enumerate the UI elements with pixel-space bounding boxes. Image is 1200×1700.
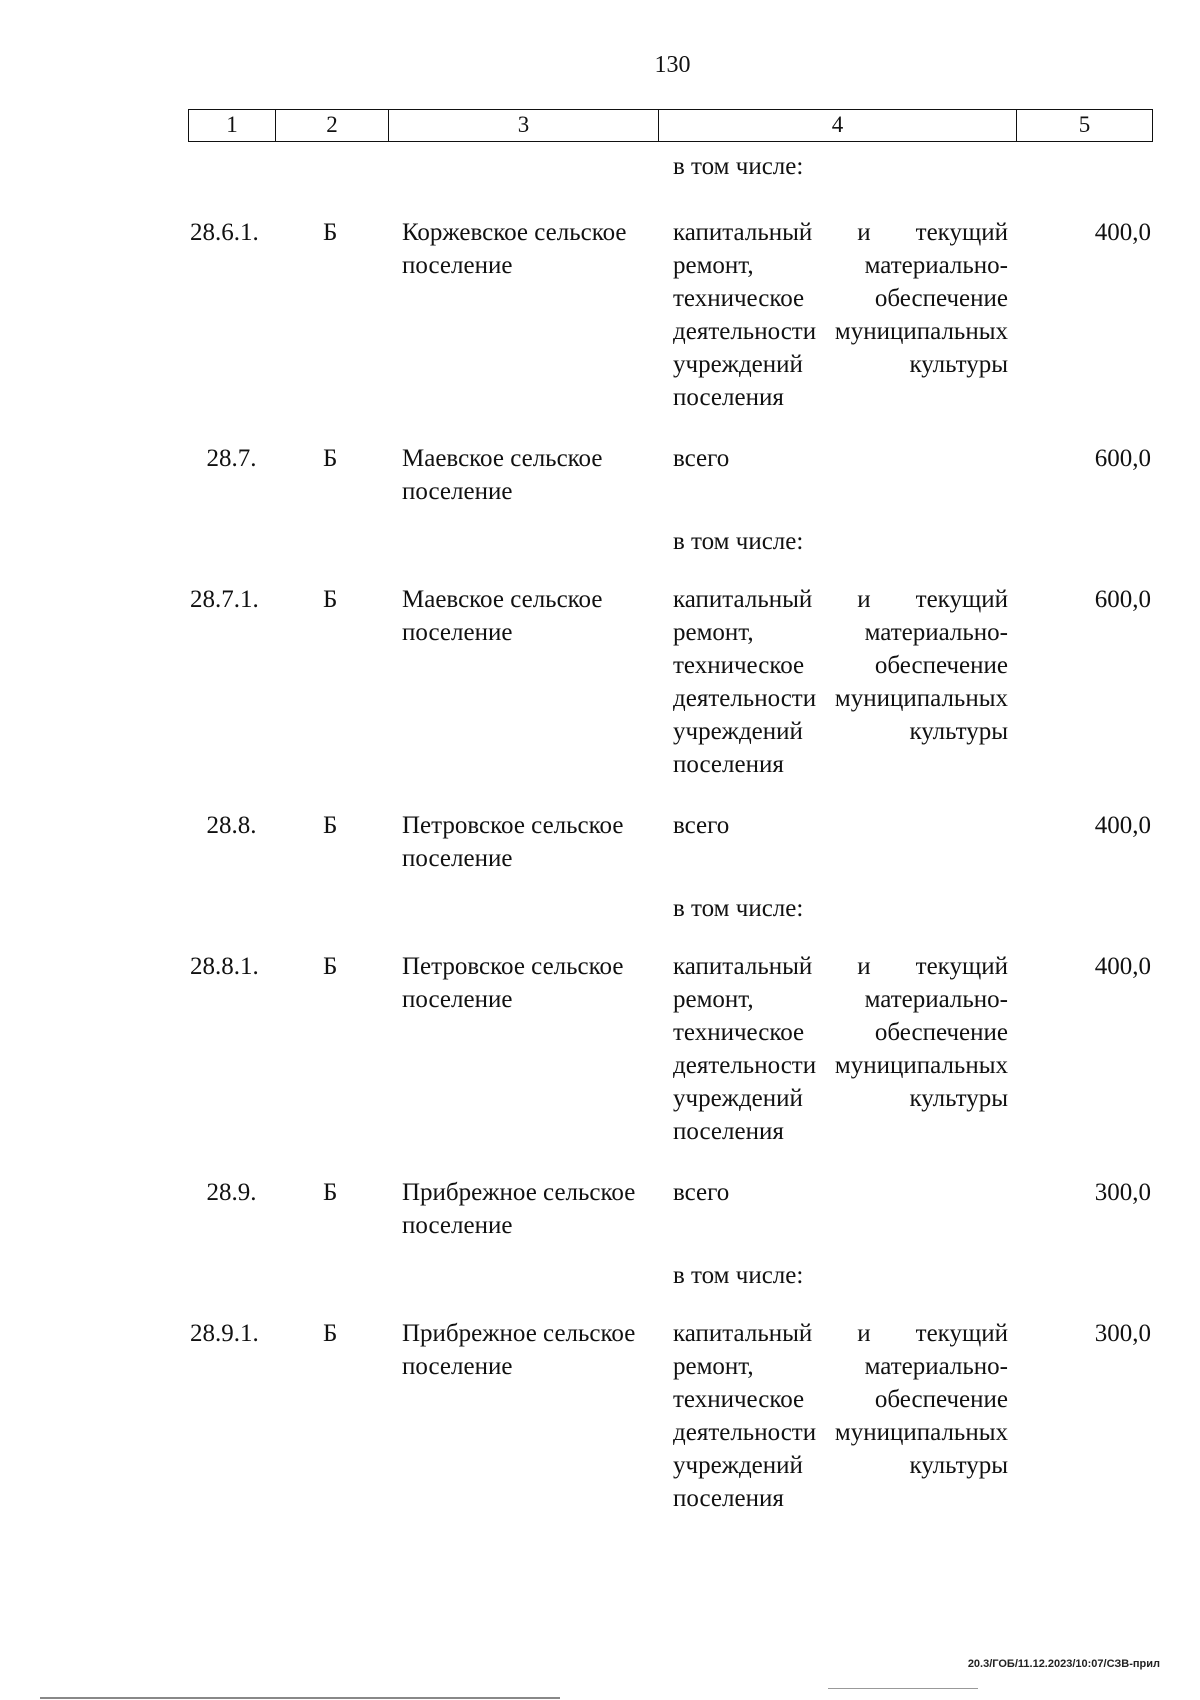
row-description: капитальный и текущий ремонт, материально-техническое обеспечение деятельности муниципальных учреждений культуры поселения	[673, 586, 1008, 778]
row-description: в том числе:	[673, 1262, 804, 1289]
row-description: всего	[673, 812, 730, 839]
row-value: 600,0	[1094, 586, 1151, 613]
row-number: 28.8.	[206, 812, 257, 839]
row-number: 28.8.1.	[190, 953, 259, 980]
header-col-3: 3	[389, 110, 659, 141]
row-letter: Б	[323, 219, 338, 246]
row-description: капитальный и текущий ремонт, материально-техническое обеспечение деятельности муниципальных учреждений культуры поселения	[673, 953, 1008, 1145]
row-number: 28.9.	[206, 1179, 257, 1206]
row-description: в том числе:	[673, 528, 804, 555]
document-code: 20.3/ГОБ/11.12.2023/10:07/СЗВ-прил	[967, 1658, 1160, 1670]
row-description: капитальный и текущий ремонт, материально-техническое обеспечение деятельности муниципальных учреждений культуры поселения	[673, 219, 1008, 411]
footer-rule	[828, 1688, 978, 1689]
row-number: 28.9.1.	[190, 1320, 259, 1347]
row-number: 28.7.1.	[190, 586, 259, 613]
header-col-1: 1	[189, 110, 276, 141]
row-description: всего	[673, 1179, 730, 1206]
row-settlement-name: Маевское сельское поселение	[402, 586, 603, 646]
row-settlement-name: Прибрежное сельское поселение	[402, 1179, 636, 1239]
row-description: в том числе:	[673, 895, 804, 922]
row-value: 600,0	[1094, 445, 1151, 472]
row-letter: Б	[323, 953, 338, 980]
row-settlement-name: Петровское сельское поселение	[402, 953, 624, 1013]
row-settlement-name: Петровское сельское поселение	[402, 812, 624, 872]
row-letter: Б	[323, 1320, 338, 1347]
header-col-2: 2	[276, 110, 389, 141]
row-settlement-name: Коржевское сельское поселение	[402, 219, 627, 279]
row-value: 400,0	[1094, 812, 1151, 839]
table-header	[188, 109, 1153, 142]
row-value: 400,0	[1094, 953, 1151, 980]
row-description: всего	[673, 445, 730, 472]
bottom-rule	[40, 1697, 560, 1699]
row-value: 300,0	[1094, 1320, 1151, 1347]
row-settlement-name: Маевское сельское поселение	[402, 445, 603, 505]
row-settlement-name: Прибрежное сельское поселение	[402, 1320, 636, 1380]
row-value: 300,0	[1094, 1179, 1151, 1206]
row-value: 400,0	[1094, 219, 1151, 246]
row-letter: Б	[323, 445, 338, 472]
page-number: 130	[654, 52, 691, 78]
row-number: 28.6.1.	[190, 219, 259, 246]
row-letter: Б	[323, 586, 338, 613]
header-col-4: 4	[659, 110, 1017, 141]
row-description: капитальный и текущий ремонт, материально-техническое обеспечение деятельности муниципальных учреждений культуры поселения	[673, 1320, 1008, 1512]
row-number: 28.7.	[206, 445, 257, 472]
header-col-5: 5	[1078, 112, 1091, 137]
row-letter: Б	[323, 812, 338, 839]
row-description: в том числе:	[673, 153, 804, 180]
row-letter: Б	[323, 1179, 338, 1206]
